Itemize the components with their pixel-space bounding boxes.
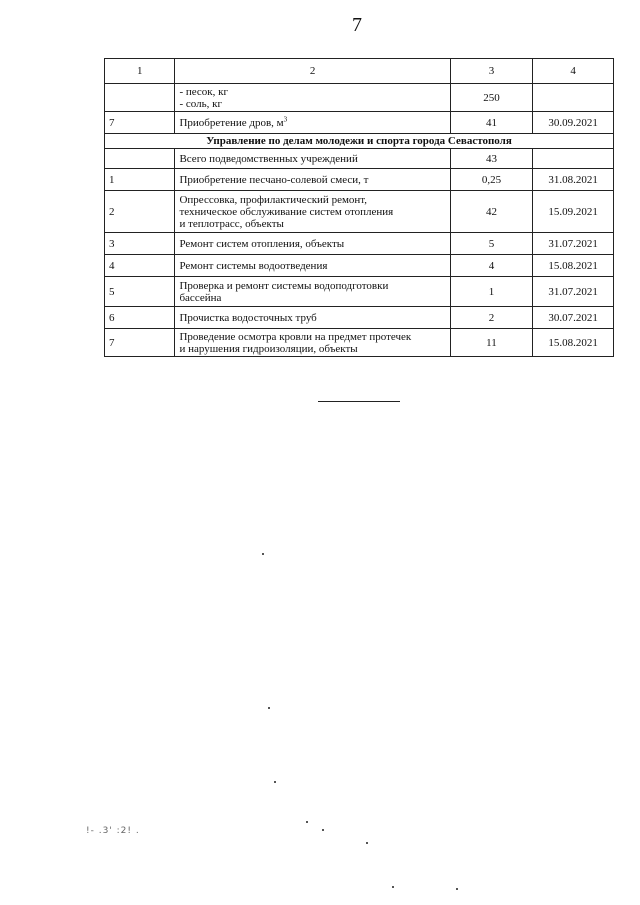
plan-table bbox=[104, 58, 614, 357]
row-quantity: 5 bbox=[450, 233, 532, 255]
row-date: 31.08.2021 bbox=[533, 169, 614, 191]
table-row bbox=[105, 169, 614, 191]
row-quantity: 1 bbox=[450, 277, 532, 307]
table-row bbox=[105, 277, 614, 307]
scan-speck bbox=[274, 781, 276, 783]
row-quantity: 0,25 bbox=[450, 169, 532, 191]
row-name bbox=[175, 84, 450, 112]
scan-speck bbox=[366, 842, 368, 844]
row-name bbox=[175, 112, 450, 134]
row-name-line: и нарушения гидроизоляции, объекты bbox=[179, 342, 358, 355]
section-row bbox=[105, 134, 614, 149]
row-date: 30.07.2021 bbox=[533, 307, 614, 329]
row-date: 30.09.2021 bbox=[533, 112, 614, 134]
row-date bbox=[533, 149, 614, 169]
row-quantity: 42 bbox=[450, 191, 532, 233]
row-number: 2 bbox=[105, 191, 175, 233]
scan-speck bbox=[322, 829, 324, 831]
header-col-2: 2 bbox=[175, 59, 450, 84]
row-quantity: 43 bbox=[450, 149, 532, 169]
header-col-3: 3 bbox=[450, 59, 532, 84]
row-number: 4 bbox=[105, 255, 175, 277]
scan-speck bbox=[306, 821, 308, 823]
page-number: 7 bbox=[352, 14, 362, 36]
table-row bbox=[105, 149, 614, 169]
row-quantity: 41 bbox=[450, 112, 532, 134]
row-number: 7 bbox=[105, 112, 175, 134]
scan-speck bbox=[268, 707, 270, 709]
row-name-line: и теплотрасс, объекты bbox=[179, 217, 284, 230]
row-name-line: Проведение осмотра кровли на предмет протечек bbox=[179, 330, 412, 343]
row-quantity: 250 bbox=[450, 84, 532, 112]
row-name-line: Всего подведомственных учреждений bbox=[179, 152, 358, 165]
scan-artifact-text: !- .3' :2! . bbox=[86, 826, 140, 836]
row-quantity: 4 bbox=[450, 255, 532, 277]
row-date: 15.08.2021 bbox=[533, 255, 614, 277]
row-name bbox=[175, 149, 450, 169]
section-title: Управление по делам молодежи и спорта города Севастополя bbox=[105, 134, 614, 149]
row-quantity: 11 bbox=[450, 329, 532, 357]
row-name bbox=[175, 233, 450, 255]
table-row bbox=[105, 84, 614, 112]
row-number: 7 bbox=[105, 329, 175, 357]
row-quantity: 2 bbox=[450, 307, 532, 329]
row-date bbox=[533, 84, 614, 112]
table-header-row bbox=[105, 59, 614, 84]
row-name bbox=[175, 255, 450, 277]
row-name bbox=[175, 169, 450, 191]
row-name-line: - песок, кг bbox=[179, 85, 228, 98]
table-row bbox=[105, 307, 614, 329]
row-date: 15.08.2021 bbox=[533, 329, 614, 357]
row-name-line: Опрессовка, профилактический ремонт, bbox=[179, 193, 368, 206]
table-row bbox=[105, 191, 614, 233]
table-row bbox=[105, 112, 614, 134]
row-name-text: Приобретение дров, м bbox=[179, 116, 284, 129]
row-date: 31.07.2021 bbox=[533, 277, 614, 307]
row-name-line: Проверка и ремонт системы водоподготовки bbox=[179, 279, 389, 292]
row-name bbox=[175, 191, 450, 233]
row-name-line: - соль, кг bbox=[179, 97, 222, 110]
header-col-4: 4 bbox=[533, 59, 614, 84]
row-name bbox=[175, 277, 450, 307]
row-name bbox=[175, 307, 450, 329]
row-number: 6 bbox=[105, 307, 175, 329]
row-name-line: Ремонт систем отопления, объекты bbox=[179, 237, 345, 250]
row-number: 1 bbox=[105, 169, 175, 191]
table-row bbox=[105, 255, 614, 277]
table-row bbox=[105, 233, 614, 255]
row-name-line: бассейна bbox=[179, 291, 222, 304]
row-name-line: Приобретение песчано-солевой смеси, т bbox=[179, 173, 369, 186]
row-name-line: Ремонт системы водоотведения bbox=[179, 259, 328, 272]
row-name-line: Прочистка водосточных труб bbox=[179, 311, 317, 324]
table-row bbox=[105, 329, 614, 357]
header-col-1: 1 bbox=[105, 59, 175, 84]
row-date: 31.07.2021 bbox=[533, 233, 614, 255]
row-date: 15.09.2021 bbox=[533, 191, 614, 233]
row-number bbox=[105, 149, 175, 169]
row-number bbox=[105, 84, 175, 112]
scan-speck bbox=[392, 886, 394, 888]
scan-speck bbox=[262, 553, 264, 555]
row-number: 5 bbox=[105, 277, 175, 307]
unit-superscript: 3 bbox=[283, 114, 288, 123]
row-name bbox=[175, 329, 450, 357]
row-name-line: техническое обслуживание систем отопления bbox=[179, 205, 394, 218]
scan-speck bbox=[456, 888, 458, 890]
end-of-table-rule bbox=[318, 401, 400, 402]
row-number: 3 bbox=[105, 233, 175, 255]
